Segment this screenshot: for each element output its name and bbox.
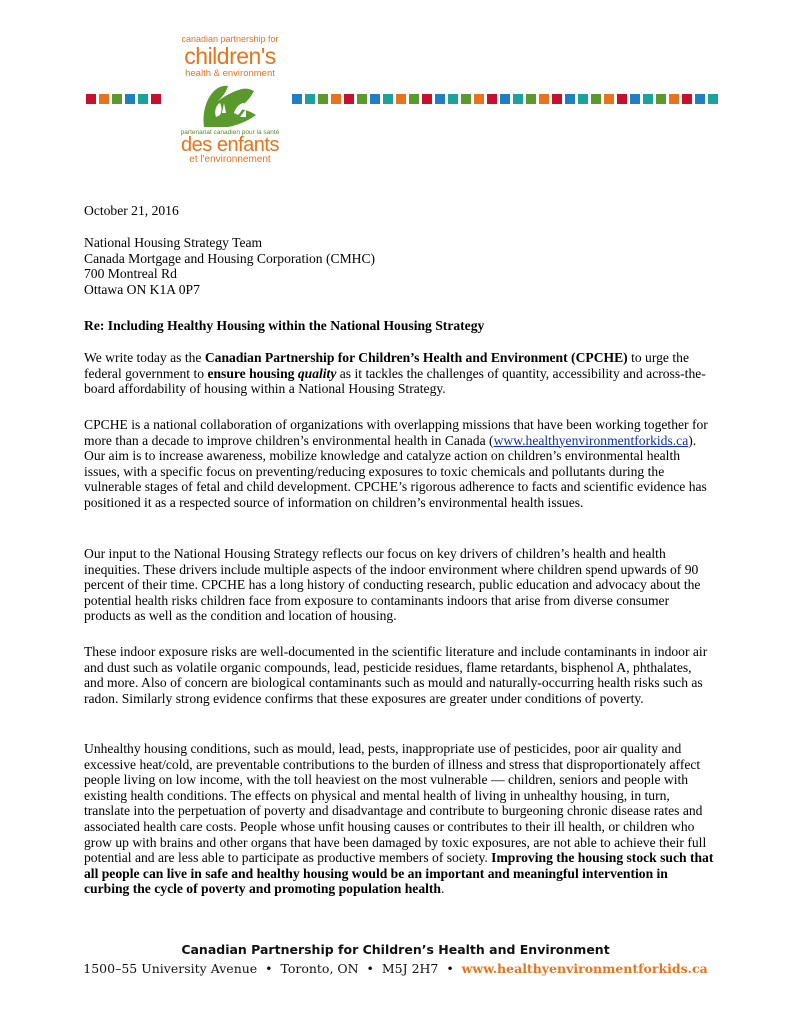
website-link[interactable]: www.healthyenvironmentforkids.ca: [493, 432, 689, 448]
bold-italic-quality: quality: [297, 365, 337, 381]
strip-square: [292, 94, 302, 104]
strip-square: [86, 94, 96, 104]
subject-line: Re: Including Healthy Housing within the National Housing Strategy: [84, 318, 485, 333]
text-run: as it tackles the challenges of quantity, accessibility and across-the-board affordability of housing within a National Housing Strategy.: [84, 365, 706, 397]
strip-square: [318, 94, 328, 104]
strip-square: [125, 94, 135, 104]
text-run: Unhealthy housing conditions, such as mould, lead, pests, inappropriate use of pesticides, poor air quality and excessive heat/cold, are preventable contributions to the burden of illness and stress that disproportionately affect people living on low income, with the toll heaviest on the most vulnerable — children, seniors and people with existing health conditions. The effects on physical and mental health of living in unhealthy housing, in turn, translate into the perpetuation of poverty and disadvantage and contribute to burgeoning chronic disease rates and associated health care costs. People whose unfit housing causes or contributes to their ill health, or children who grow up with brains and other organs that have been damaged by toxic exposures, are not able to achieve their full potential and are less able to participate as productive members of society.: [84, 741, 707, 866]
footer-address: [0, 961, 791, 976]
paragraph-input: Our input to the National Housing Strategy reflects our focus on key drivers of children’s health and health inequities. These drivers include multiple aspects of the indoor environment where children spend upwards of 90 percent of their time. CPCHE has a long history of conducting research, public education and advocacy about the potential health risks children face from exposure to contaminants indoors that arise from diverse consumer products as well as the condition and location of housing.: [84, 546, 701, 624]
paragraph-unhealthy-housing: [84, 741, 714, 897]
strip-square: [565, 94, 575, 104]
strip-square: [112, 94, 122, 104]
strip-square: [448, 94, 458, 104]
strip-square: [409, 94, 419, 104]
address-line: Canada Mortgage and Housing Corporation (CMHC): [84, 250, 376, 266]
strip-square: [344, 94, 354, 104]
bold-org-name: Canadian Partnership for Children’s Health and Environment (CPCHE): [204, 350, 628, 365]
recipient-address: [84, 235, 714, 297]
color-strip-right: [292, 94, 718, 104]
bold-conclusion: Improving the housing stock such that all people can live in safe and healthy housing would be an important and meaningful intervention in curbing the cycle of poverty and promoting population health: [84, 850, 714, 897]
strip-square: [617, 94, 627, 104]
strip-square: [591, 94, 601, 104]
strip-square: [669, 94, 679, 104]
strip-square: [370, 94, 380, 104]
strip-square: [604, 94, 614, 104]
text-run: CPCHE is a national collaboration of organizations with overlapping missions that have been working together for more than a decade to improve children’s environmental health in Canada (: [84, 417, 708, 448]
letter-date: October 21, 2016: [84, 203, 179, 218]
strip-square: [552, 94, 562, 104]
strip-square: [487, 94, 497, 104]
strip-square: [643, 94, 653, 104]
address-line: 700 Montreal Rd: [84, 266, 177, 282]
strip-square: [630, 94, 640, 104]
strip-square: [383, 94, 393, 104]
strip-square: [682, 94, 692, 104]
strip-square: [151, 94, 161, 104]
bold-ensure-housing: ensure housing: [207, 365, 298, 381]
address-line: National Housing Strategy Team: [84, 235, 263, 250]
strip-square: [578, 94, 588, 104]
paragraph-about-cpche: [84, 417, 714, 511]
strip-square: [474, 94, 484, 104]
strip-square: [708, 94, 718, 104]
logo-text-partnership: canadian partnership for: [181, 34, 279, 44]
address-line: Ottawa ON K1A 0P7: [84, 281, 200, 297]
text-run: to urge the federal government to: [84, 350, 689, 381]
strip-square: [539, 94, 549, 104]
footer-org-name: Canadian Partnership for Children’s Health and Environment: [181, 942, 610, 957]
cpche-logo: [174, 34, 286, 166]
strip-square: [656, 94, 666, 104]
strip-square: [357, 94, 367, 104]
strip-square: [305, 94, 315, 104]
strip-square: [331, 94, 341, 104]
footer-address-text: 1500–55 University Avenue • Toronto, ON • M5J 2H7 •: [83, 961, 462, 976]
strip-square: [435, 94, 445, 104]
logo-text-des-enfants: des enfants: [181, 134, 279, 156]
strip-square: [695, 94, 705, 104]
color-strip-left: [86, 94, 161, 104]
strip-square: [99, 94, 109, 104]
strip-square: [422, 94, 432, 104]
logo-text-health-environment: health & environment: [185, 68, 275, 79]
logo-text-childrens: children's: [184, 43, 276, 69]
footer-website-link[interactable]: www.healthyenvironmentforkids.ca: [461, 961, 708, 976]
logo-text-environnement: et l'environnement: [189, 154, 271, 165]
strip-square: [526, 94, 536, 104]
leaf-hands-emblem-icon: [200, 83, 260, 129]
text-run: .: [440, 881, 445, 897]
strip-square: [500, 94, 510, 104]
strip-square: [461, 94, 471, 104]
text-run: We write today as the: [84, 350, 205, 365]
paragraph-exposure-risks: These indoor exposure risks are well-documented in the scientific literature and include contaminants in indoor air and dust such as volatile organic compounds, lead, pesticide residues, flame retardants, bisphenol A, phthalates, and more. Also of concern are biological contaminants such as mould and naturally-occurring health risks such as radon. Similarly strong evidence confirms that these exposures are greater under conditions of poverty.: [84, 644, 708, 706]
strip-square: [138, 94, 148, 104]
text-run: ). Our aim is to increase awareness, mobilize knowledge and catalyze action on children’s environmental health issues, with a specific focus on preventing/reducing exposures to toxic chemicals and pollutants during the vulnerable stages of fetal and child development. CPCHE’s rigorous adherence to facts and scientific evidence has positioned it as a respected source of information on children’s environmental health issues.: [84, 432, 707, 510]
strip-square: [513, 94, 523, 104]
logo-text-partenariat: partenariat canadien pour la santé: [180, 129, 280, 136]
strip-square: [396, 94, 406, 104]
paragraph-intro: [84, 350, 714, 397]
